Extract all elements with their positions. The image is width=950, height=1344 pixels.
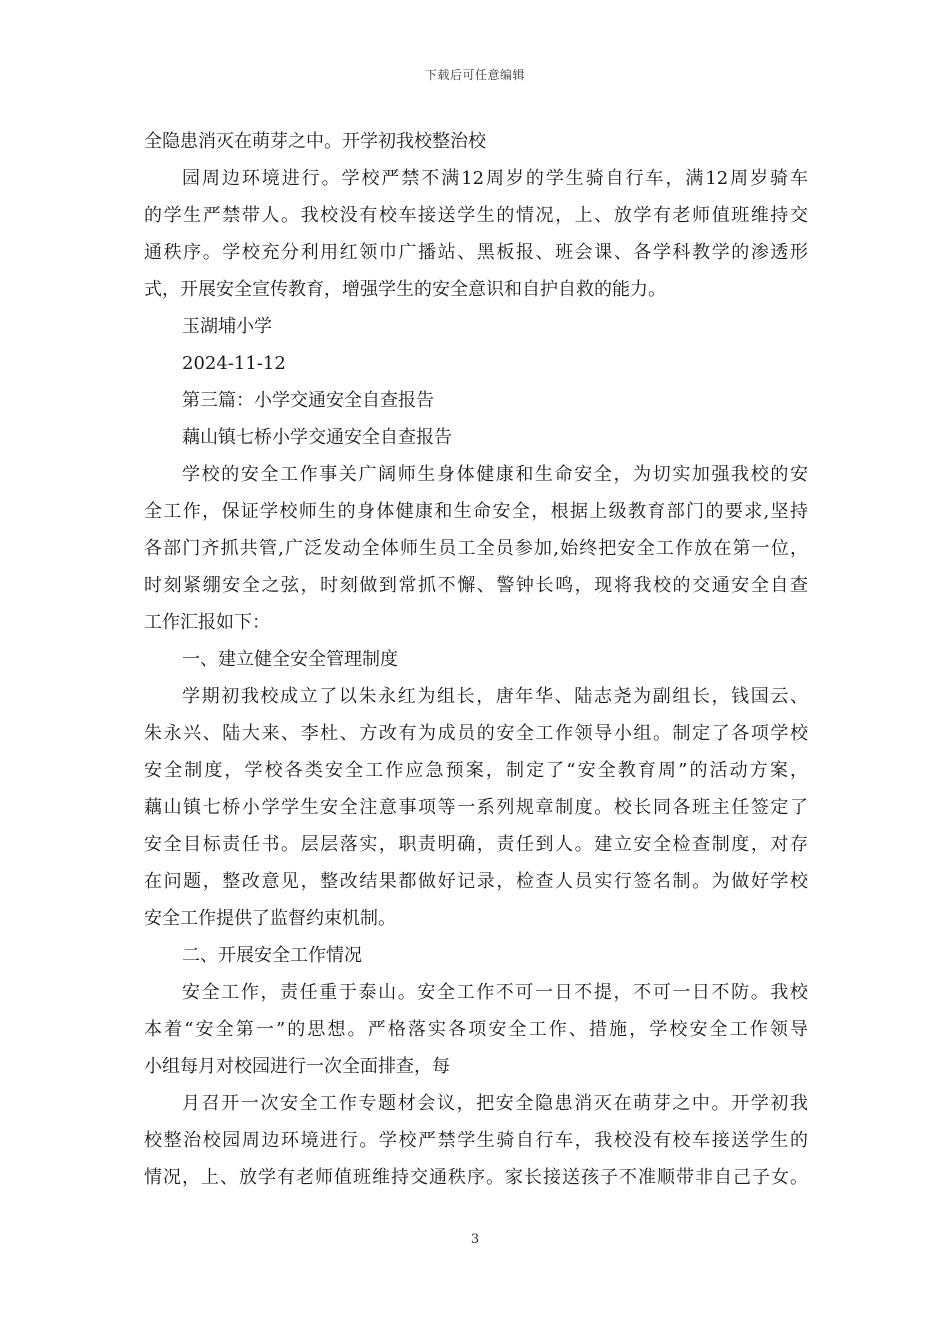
text-line: 安全制度，学校各类安全工作应急预案，制定了“安全教育周”的活动方案，: [144, 760, 808, 781]
text-line: 藕山镇七桥小学学生安全注意事项等一系列规章制度。校长同各班主任签定了: [144, 797, 808, 818]
subsection-heading: 一、建立健全安全管理制度: [182, 649, 398, 670]
text-line: 学校的安全工作事关广阔师生身体健康和生命安全，为切实加强我校的安: [182, 464, 808, 485]
text-line: 朱永兴、陆大来、李杜、方改有为成员的安全工作领导小组。制定了各项学校: [144, 723, 808, 744]
text-line: 安全工作，责任重于泰山。安全工作不可一日不提，不可一日不防。我校: [182, 982, 808, 1003]
text-line: 全工作，保证学校师生的身体健康和生命安全，根据上级教育部门的要求,坚持: [144, 501, 808, 522]
text-line: 的学生严禁带人。我校没有校车接送学生的情况，上、放学有老师值班维持交: [144, 205, 808, 226]
text-line: 安全工作提供了监督约束机制。: [144, 908, 396, 929]
text-line: 通秩序。学校充分利用红领巾广播站、黑板报、班会课、各学科教学的渗透形: [144, 242, 808, 263]
report-title: 藕山镇七桥小学交通安全自查报告: [182, 427, 452, 448]
text-line: 本着“安全第一”的思想。严格落实各项安全工作、措施，学校安全工作领导: [144, 1019, 808, 1040]
text-line: 小组每月对校园进行一次全面排查，每: [144, 1056, 450, 1077]
text-line: 情况，上、放学有老师值班维持交通秩序。家长接送孩子不准顺带非自己子女。: [144, 1167, 808, 1188]
text-line: 学期初我校成立了以朱永红为组长，唐年华、陆志尧为副组长，钱国云、: [182, 686, 808, 707]
text-line: 安全目标责任书。层层落实，职责明确，责任到人。建立安全检查制度，对存: [144, 834, 808, 855]
text-line: 园周边环境进行。学校严禁不满12周岁的学生骑自行车，满12周岁骑车: [182, 168, 808, 189]
text-line: 式，开展安全宣传教育，增强学生的安全意识和自护自救的能力。: [144, 279, 666, 300]
text-line: 工作汇报如下：: [144, 612, 270, 633]
text-line: 全隐患消灭在萌芽之中。开学初我校整治校: [144, 131, 486, 152]
text-line: 各部门齐抓共管,广泛发动全体师生员工全员参加,始终把安全工作放在第一位，: [144, 538, 808, 559]
section-title: 第三篇：小学交通安全自查报告: [182, 390, 434, 411]
signature-school: 玉湖埔小学: [182, 316, 272, 337]
page-number: 3: [470, 1232, 480, 1247]
subsection-heading: 二、开展安全工作情况: [182, 945, 362, 966]
page-header: 下载后可任意编辑: [424, 68, 525, 82]
text-line: 在问题，整改意见，整改结果都做好记录，检查人员实行签名制。为做好学校: [144, 871, 808, 892]
text-line: 月召开一次安全工作专题材会议，把安全隐患消灭在萌芽之中。开学初我: [182, 1093, 808, 1114]
signature-date: 2024-11-12: [182, 353, 286, 374]
text-line: 时刻紧绷安全之弦，时刻做到常抓不懈、警钟长鸣，现将我校的交通安全自查: [144, 575, 808, 596]
text-line: 校整治校园周边环境进行。学校严禁学生骑自行车，我校没有校车接送学生的: [144, 1130, 808, 1151]
document-body: [144, 123, 808, 1196]
